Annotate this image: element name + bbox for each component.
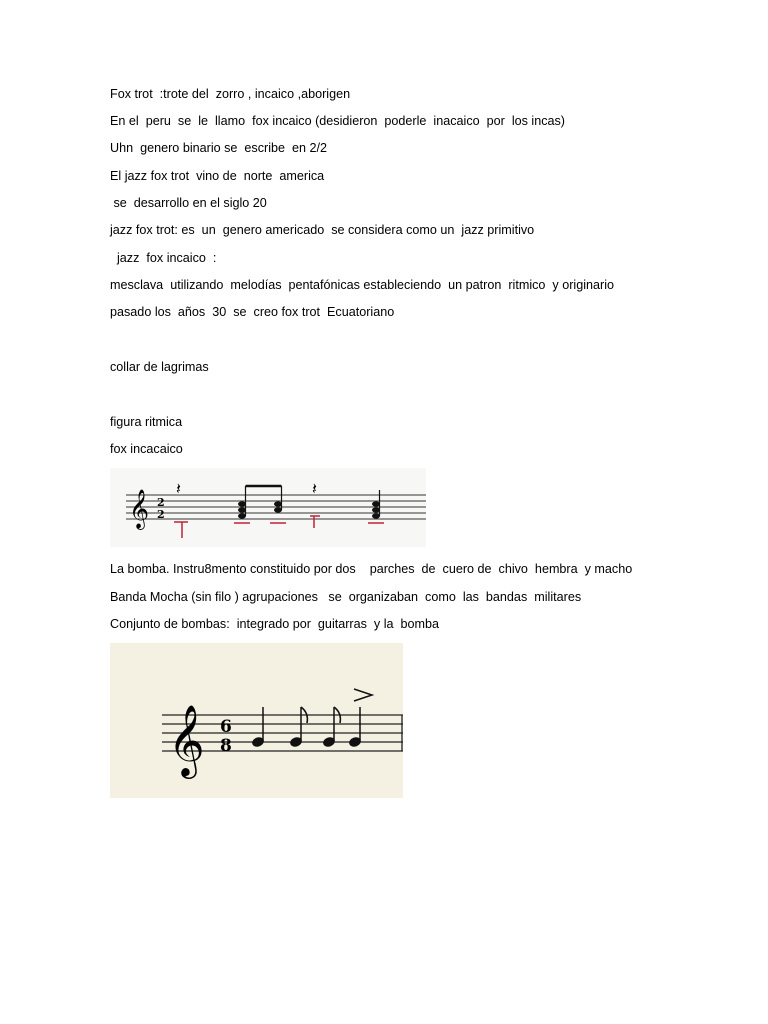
rhythm-figure-fox-incaico xyxy=(110,468,426,547)
chord-notes xyxy=(234,486,384,523)
text-line-9: pasado los años 30 se creo fox trot Ecuatoriano xyxy=(110,305,395,319)
text-line-2: En el peru se le llamo fox incaico (desidieron poderle inacaico por los incas) xyxy=(110,114,566,128)
text-line-5: se desarrollo en el siglo 20 xyxy=(110,196,267,210)
text-line-15: Conjunto de bombas: integrado por guitarras y la bomba xyxy=(110,617,440,631)
text-line-3: Uhn genero binario se escribe en 2/2 xyxy=(110,141,328,155)
time-signature-top: 6 xyxy=(220,717,232,737)
time-signature-bottom: 8 xyxy=(220,736,232,756)
quarter-rest-icon: 𝄽 xyxy=(312,479,317,498)
time-signature-top: 2 xyxy=(157,496,165,509)
text-line-6: jazz fox trot: es un genero americado se considera como un jazz primitivo xyxy=(110,223,535,237)
text-line-7: jazz fox incaico : xyxy=(110,251,217,265)
accent-mark-icon xyxy=(354,689,372,701)
text-line-14: Banda Mocha (sin filo ) agrupaciones se organizaban como las bandas militares xyxy=(110,590,582,604)
treble-clef-icon: 𝄞 xyxy=(168,703,205,776)
text-line-13: La bomba. Instru8mento constituido por dos parches de cuero de chivo hembra y macho xyxy=(110,562,633,576)
treble-clef-icon: 𝄞 xyxy=(129,489,150,529)
text-line-11: figura ritmica xyxy=(110,415,183,429)
quarter-rest-icon: 𝄽 xyxy=(176,479,181,498)
rhythm-figure-bomba xyxy=(110,643,403,798)
text-line-10: collar de lagrimas xyxy=(110,360,209,374)
time-signature-bottom: 2 xyxy=(157,508,165,521)
text-line-12: fox incacaico xyxy=(110,442,183,456)
text-line-8: mesclava utilizando melodías pentafónicas estableciendo un patron ritmico y originario xyxy=(110,278,615,292)
text-line-4: El jazz fox trot vino de norte america xyxy=(110,169,325,183)
text-line-1: Fox trot :trote del zorro , incaico ,aborigen xyxy=(110,87,351,101)
